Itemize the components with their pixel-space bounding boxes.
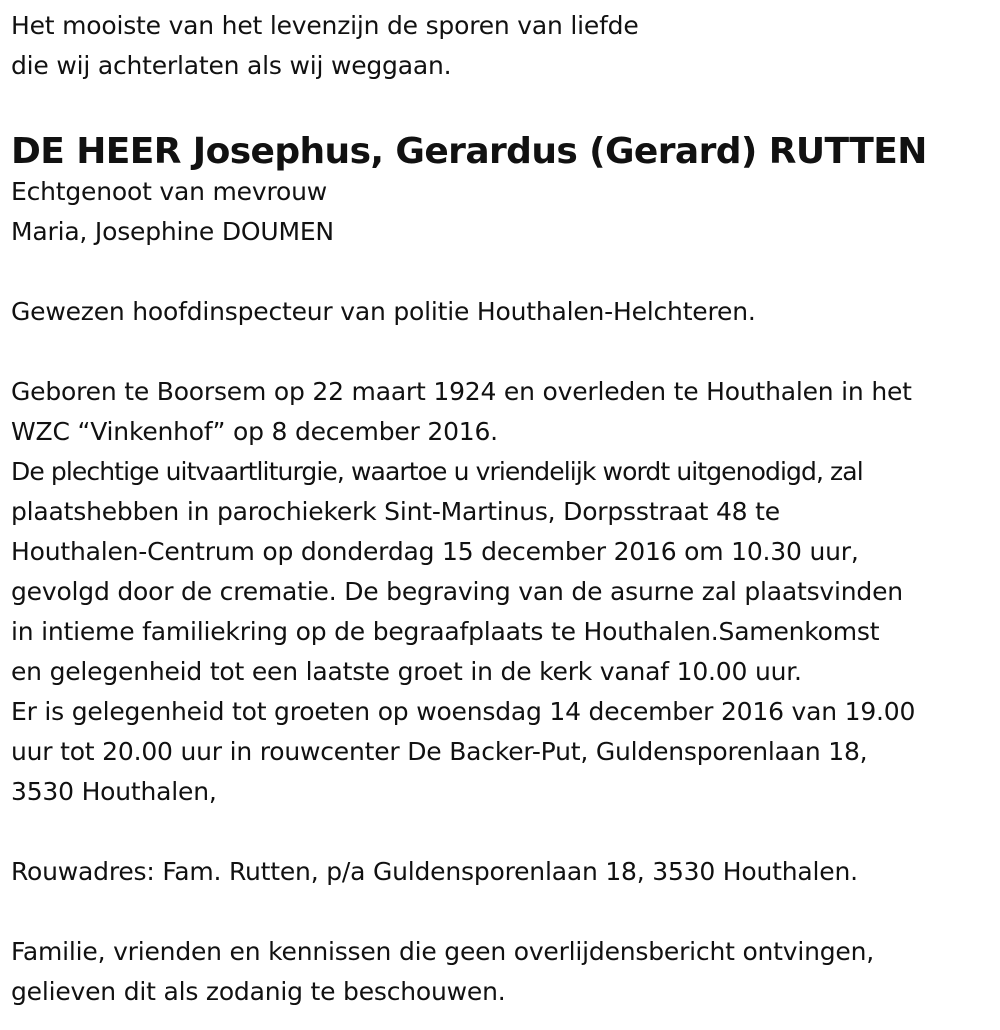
body-line: gevolgd door de crematie. De begraving van de asurne zal plaatsvinden (11, 577, 903, 606)
body-line: en gelegenheid tot een laatste groet in de kerk vanaf 10.00 uur. (11, 657, 802, 686)
mourning-address: Rouwadres: Fam. Rutten, p/a Guldensporenlaan 18, 3530 Houthalen. (11, 857, 858, 886)
verse-line-1: Het mooiste van het levenzijn de sporen van liefde (11, 11, 639, 40)
body-line: 3530 Houthalen, (11, 777, 217, 806)
body-line: De plechtige uitvaartliturgie, waartoe u vriendelijk wordt uitgenodigd, zal (11, 457, 863, 486)
verse (11, 6, 996, 86)
closing-note (11, 932, 996, 1012)
body-line: WZC “Vinkenhof” op 8 december 2016. (11, 417, 498, 446)
closing-line-2: gelieven dit als zodanig te beschouwen. (11, 977, 506, 1006)
body-line: Houthalen-Centrum op donderdag 15 december 2016 om 10.30 uur, (11, 537, 859, 566)
body-line: plaatshebben in parochiekerk Sint-Martinus, Dorpsstraat 48 te (11, 497, 780, 526)
obituary-body (11, 372, 996, 812)
deceased-name: DE HEER Josephus, Gerardus (Gerard) RUTTEN (11, 131, 927, 172)
body-line: in intieme familiekring op de begraafplaats te Houthalen.Samenkomst (11, 617, 880, 646)
spouse-name: Maria, Josephine DOUMEN (11, 217, 334, 246)
obituary-notice (11, 0, 996, 1012)
body-line: Er is gelegenheid tot groeten op woensdag 14 december 2016 van 19.00 (11, 697, 916, 726)
closing-line-1: Familie, vrienden en kennissen die geen overlijdensbericht ontvingen, (11, 937, 875, 966)
body-line: Geboren te Boorsem op 22 maart 1924 en overleden te Houthalen in het (11, 377, 912, 406)
verse-line-2: die wij achterlaten als wij weggaan. (11, 51, 452, 80)
body-line: uur tot 20.00 uur in rouwcenter De Backer-Put, Guldensporenlaan 18, (11, 737, 868, 766)
spouse-label: Echtgenoot van mevrouw (11, 177, 327, 206)
deceased-block (11, 132, 996, 252)
occupation: Gewezen hoofdinspecteur van politie Houthalen-Helchteren. (11, 297, 756, 326)
